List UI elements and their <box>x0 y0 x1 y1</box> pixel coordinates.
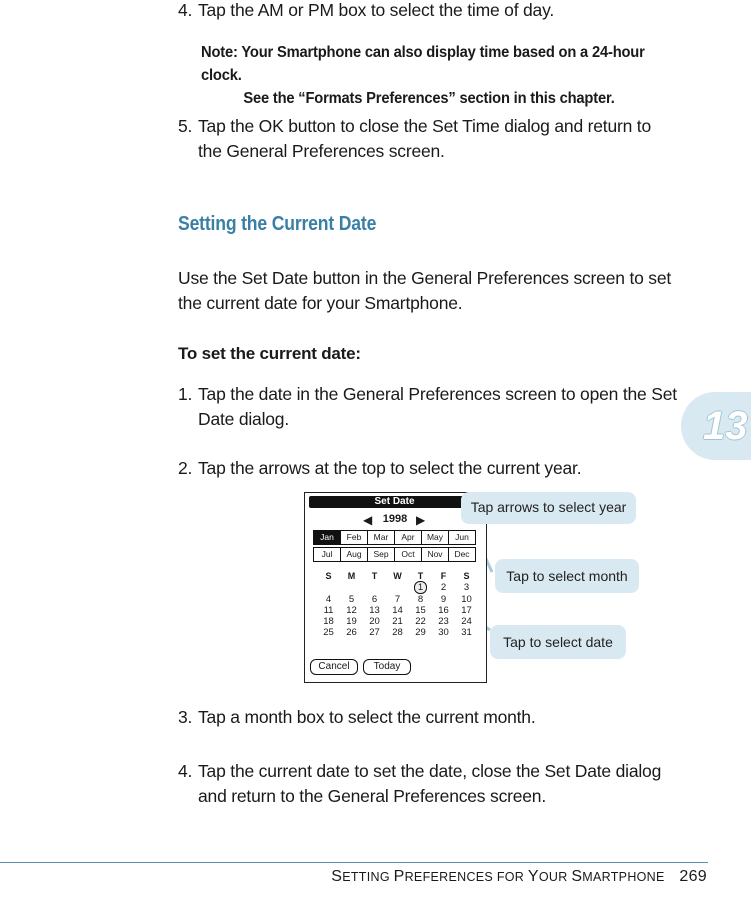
day-11[interactable]: 11 <box>323 604 334 616</box>
footer-title: SETTING PREFERENCES FOR YOUR SMARTPHONE <box>331 868 665 885</box>
note-label: Note <box>201 44 233 61</box>
page-number: 269 <box>679 868 707 885</box>
day-empty <box>363 582 386 593</box>
step-4-date <box>178 759 688 809</box>
day-15[interactable]: 15 <box>415 604 426 616</box>
day-18[interactable]: 18 <box>323 616 334 628</box>
intro-line-2: the current date for your Smartphone. <box>178 293 463 313</box>
day-27[interactable]: 27 <box>369 627 380 639</box>
month-jul[interactable]: Jul <box>313 547 341 562</box>
intro-line-1: Use the Set Date button in the General Preferences screen to set <box>178 268 672 288</box>
step-1-open <box>178 382 688 432</box>
step-5-ok <box>178 114 688 164</box>
day-21[interactable]: 21 <box>392 616 403 628</box>
day-empty <box>340 582 363 593</box>
day-10[interactable]: 10 <box>461 593 472 605</box>
weekday-header: W <box>393 571 402 581</box>
day-30[interactable]: 30 <box>438 627 449 639</box>
step-number: 4. <box>178 761 193 781</box>
day-26[interactable]: 26 <box>346 627 357 639</box>
day-13[interactable]: 13 <box>369 604 380 616</box>
step-number: 3. <box>178 707 193 727</box>
day-19[interactable]: 19 <box>346 616 357 628</box>
month-feb[interactable]: Feb <box>340 530 368 545</box>
day-empty <box>317 582 340 593</box>
month-oct[interactable]: Oct <box>394 547 422 562</box>
day-6[interactable]: 6 <box>371 593 378 605</box>
day-7[interactable]: 7 <box>394 593 401 605</box>
section-intro <box>178 266 688 316</box>
day-22[interactable]: 22 <box>415 616 426 628</box>
step-text: Tap a month box to select the current month. <box>198 707 536 727</box>
step-number: 2. <box>178 458 193 478</box>
day-1[interactable]: 1 <box>409 582 432 593</box>
note <box>201 41 679 110</box>
day-16[interactable]: 16 <box>438 604 449 616</box>
note-line-2: See the “Formats Preferences” section in this chapter. <box>243 90 615 107</box>
step-line-2: the General Preferences screen. <box>198 141 445 161</box>
day-3[interactable]: 3 <box>463 582 470 594</box>
year-next-arrow-icon[interactable]: ▶ <box>416 513 426 527</box>
day-4[interactable]: 4 <box>325 593 332 605</box>
weekday-header: S <box>325 571 332 581</box>
step-line-1: Tap the current date to set the date, close the Set Date dialog <box>198 761 662 781</box>
step-number: 5. <box>178 116 193 136</box>
weekday-header: S <box>463 571 470 581</box>
month-aug[interactable]: Aug <box>340 547 368 562</box>
chapter-number: 13 <box>703 404 748 448</box>
day-25[interactable]: 25 <box>323 627 334 639</box>
month-dec[interactable]: Dec <box>448 547 476 562</box>
month-may[interactable]: May <box>421 530 449 545</box>
year-display: 1998 <box>382 513 408 525</box>
month-jan[interactable]: Jan <box>313 530 341 545</box>
month-sep[interactable]: Sep <box>367 547 395 562</box>
weekday-header: M <box>347 571 356 581</box>
step-number: 4. <box>178 0 193 20</box>
month-mar[interactable]: Mar <box>367 530 395 545</box>
section-heading: Setting the Current Date <box>178 213 377 235</box>
step-line-2: and return to the General Preferences screen. <box>198 786 547 806</box>
month-apr[interactable]: Apr <box>394 530 422 545</box>
step-text: Tap the arrows at the top to select the current year. <box>198 458 582 478</box>
step-2-year <box>178 456 688 481</box>
weekday-header: T <box>417 571 424 581</box>
day-23[interactable]: 23 <box>438 616 449 628</box>
today-button[interactable]: Today <box>363 659 411 675</box>
month-jun[interactable]: Jun <box>448 530 476 545</box>
callout-year: Tap arrows to select year <box>461 492 636 524</box>
weekday-header: T <box>371 571 378 581</box>
dialog-title: Set Date <box>309 496 480 508</box>
day-28[interactable]: 28 <box>392 627 403 639</box>
procedure-title: To set the current date: <box>178 344 361 363</box>
day-20[interactable]: 20 <box>369 616 380 628</box>
day-grid <box>317 571 477 639</box>
footer-rule <box>0 862 708 863</box>
day-5[interactable]: 5 <box>348 593 355 605</box>
step-text: Tap the AM or PM box to select the time of day. <box>198 0 555 20</box>
day-14[interactable]: 14 <box>392 604 403 616</box>
day-24[interactable]: 24 <box>461 616 472 628</box>
day-9[interactable]: 9 <box>440 593 447 605</box>
running-footer <box>331 868 707 886</box>
step-3-month <box>178 705 688 730</box>
month-nov[interactable]: Nov <box>421 547 449 562</box>
step-number: 1. <box>178 384 193 404</box>
day-17[interactable]: 17 <box>461 604 472 616</box>
step-line-2: Date dialog. <box>198 409 289 429</box>
step-line-1: Tap the date in the General Preferences screen to open the Set <box>198 384 677 404</box>
day-29[interactable]: 29 <box>415 627 426 639</box>
weekday-header: F <box>440 571 447 581</box>
month-grid <box>314 530 477 562</box>
day-2[interactable]: 2 <box>440 582 447 594</box>
day-8[interactable]: 8 <box>417 593 424 605</box>
callout-date: Tap to select date <box>490 625 626 659</box>
cancel-button[interactable]: Cancel <box>310 659 358 675</box>
set-date-dialog <box>304 492 487 683</box>
callout-month: Tap to select month <box>495 559 639 593</box>
year-prev-arrow-icon[interactable]: ◀ <box>363 513 373 527</box>
day-31[interactable]: 31 <box>461 627 472 639</box>
step-line-1: Tap the OK button to close the Set Time dialog and return to <box>198 116 652 136</box>
step-4-time <box>178 0 688 23</box>
day-12[interactable]: 12 <box>346 604 357 616</box>
note-line-1: : Your Smartphone can also display time based on a 24-hour clock. <box>201 44 645 84</box>
day-empty <box>386 582 409 593</box>
